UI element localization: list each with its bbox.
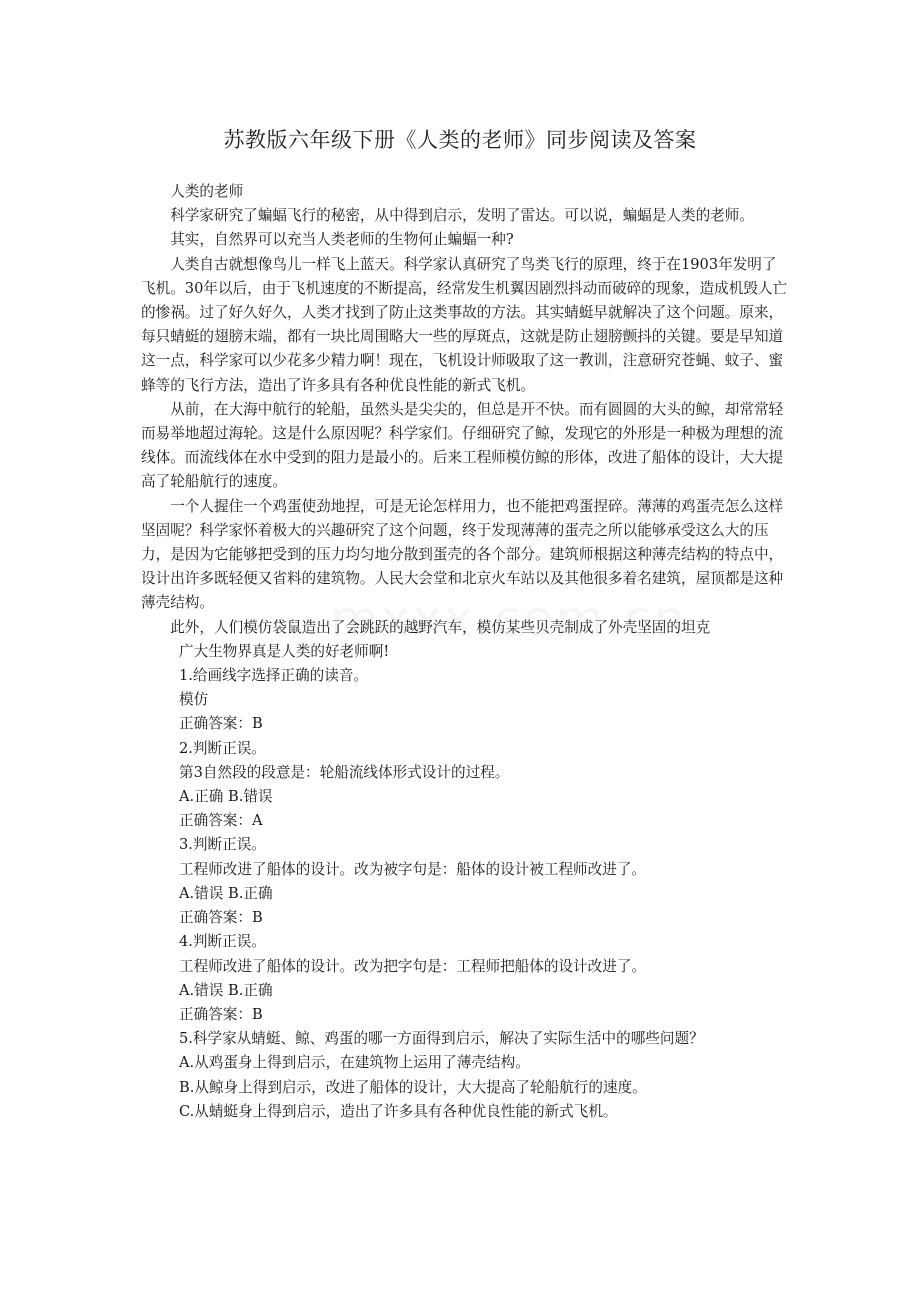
question-4-prompt: 4.判断正误。 bbox=[179, 933, 266, 951]
passage-closing: 广大生物界真是人类的好老师啊! bbox=[179, 642, 390, 660]
passage-paragraph: 从前，在大海中航行的轮船，虽然头是尖尖的，但总是开不快。而有圆圆的大头的鲸，却常常轻而易举地超过海轮。这是什么原因呢？科学家们。仔细研究了鲸，发现它的外形是一种极为理想的流线体。而流线体在水中受到的阻力是最小的。后来工程师模仿鲸的形体，改进了船体的设计，大大提高了轮船航行的速度。 bbox=[141, 400, 784, 491]
passage-paragraph: 其实，自然界可以充当人类老师的生物何止蝙蝠一种? bbox=[170, 231, 514, 249]
question-3-statement: 工程师改进了船体的设计。改为被字句是：船体的设计被工程师改进了。 bbox=[179, 860, 647, 878]
question-3-answer: 正确答案：B bbox=[179, 909, 263, 927]
question-5-answer-b: B.从鲸身上得到启示，改进了船体的设计，大大提高了轮船航行的速度。 bbox=[179, 1078, 647, 1096]
document-title: 苏教版六年级下册《人类的老师》同步阅读及答案 bbox=[223, 128, 697, 152]
passage-paragraph: 此外，人们模仿袋鼠造出了会跳跃的越野汽车，模仿某些贝壳制成了外壳坚固的坦克 bbox=[170, 618, 711, 636]
document-body bbox=[141, 180, 791, 1124]
question-3-prompt: 3.判断正误。 bbox=[179, 836, 266, 854]
question-1-answer: 正确答案：B bbox=[179, 715, 263, 733]
question-5-prompt: 5.科学家从蜻蜓、鲸、鸡蛋的哪一方面得到启示，解决了实际生活中的哪些问题？ bbox=[179, 1030, 704, 1048]
passage-paragraph: 人类自古就想像鸟儿一样飞上蓝天。科学家认真研究了鸟类飞行的原理，终于在1903年发明了飞机。30年以后，由于飞机速度的不断提高，经常发生机翼因剧烈抖动而破碎的现象，造成机毁人亡的惨祸。过了好久好久，人类才找到了防止这类事故的方法。其实蜻蜓早就解决了这个问题。原来，每只蜻蜓的翅膀末端，都有一块比周围略大一些的厚斑点，这就是防止翅膀颤抖的关键。要是早知道这一点，科学家可以少花多少精力啊！现在，飞机设计师吸取了这一教训，注意研究苍蝇、蚊子、蜜蜂等的飞行方法，造出了许多具有各种优良性能的新式飞机。 bbox=[141, 255, 788, 394]
passage-heading: 人类的老师 bbox=[170, 183, 244, 200]
question-1-word: 模仿 bbox=[179, 691, 209, 709]
passage-paragraph: 一个人握住一个鸡蛋使劲地捏，可是无论怎样用力，也不能把鸡蛋捏碎。薄薄的鸡蛋壳怎么这样坚固呢？科学家怀着极大的兴趣研究了这个问题，终于发现薄薄的蛋壳之所以能够承受这么大的压力，是因为它能够把受到的压力均匀地分散到蛋壳的各个部分。建筑师根据这种薄壳结构的特点中，设计出许多既轻便又省料的建筑物。人民大会堂和北京火车站以及其他很多着名建筑，屋顶都是这种薄壳结构。 bbox=[141, 497, 784, 612]
question-5-answer-a: A.从鸡蛋身上得到启示，在建筑物上运用了薄壳结构。 bbox=[179, 1054, 530, 1072]
question-2-prompt: 2.判断正误。 bbox=[179, 739, 266, 757]
question-5-answer-c: C.从蜻蜓身上得到启示，造出了许多具有各种优良性能的新式飞机。 bbox=[179, 1102, 618, 1120]
question-2-answer: 正确答案：A bbox=[179, 812, 263, 830]
question-4-answer: 正确答案：B bbox=[179, 1005, 263, 1023]
question-1-prompt: 1.给画线字选择正确的读音。 bbox=[179, 667, 369, 685]
question-4-options: A.错误 B.正确 bbox=[179, 981, 273, 999]
question-4-statement: 工程师改进了船体的设计。改为把字句是：工程师把船体的设计改进了。 bbox=[179, 957, 647, 975]
question-2-statement: 第3自然段的段意是：轮船流线体形式设计的过程。 bbox=[179, 763, 510, 781]
question-2-options: A.正确 B.错误 bbox=[179, 788, 273, 806]
passage-paragraph: 科学家研究了蝙蝠飞行的秘密，从中得到启示，发明了雷达。可以说，蝙蝠是人类的老师。 bbox=[170, 207, 754, 225]
question-3-options: A.错误 B.正确 bbox=[179, 884, 273, 902]
